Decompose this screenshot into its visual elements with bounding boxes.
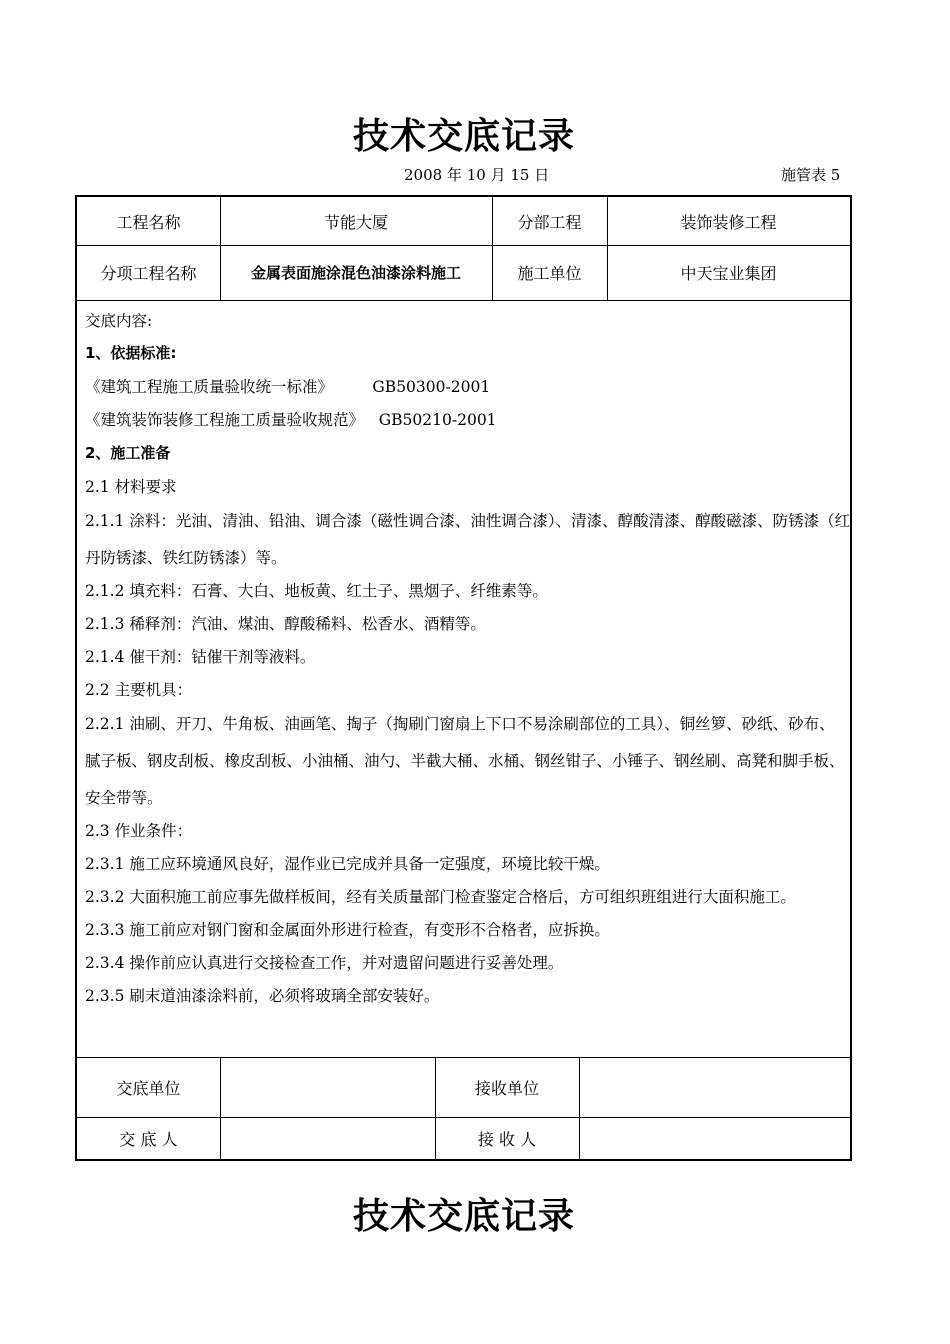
from-unit-field[interactable]: [220, 1057, 435, 1117]
row-divider: [77, 300, 850, 301]
from-person-field[interactable]: [220, 1117, 435, 1159]
project-name-value: 节能大厦: [323, 212, 388, 232]
content-line: 2.3 作业条件：: [85, 822, 193, 840]
standard-item: 《建筑装饰装修工程施工质量验收规范》 GB50210-2001: [85, 411, 497, 429]
content-line: 2.2 主要机具：: [85, 681, 193, 699]
section-heading: 2、施工准备: [85, 444, 171, 462]
content-line: 安全带等。: [85, 789, 163, 807]
content-line: 腻子板、钢皮刮板、橡皮刮板、小油桶、油勺、半截大桶、水桶、钢丝钳子、小锤子、钢丝刷、高凳和脚手板、: [85, 752, 845, 770]
content-line: 2.3.4 操作前应认真进行交接检查工作，并对遗留问题进行妥善处理。: [85, 954, 564, 972]
content-line: 2.3.2 大面积施工前应事先做样板间，经有关质量部门检查鉴定合格后，方可组织班组进行大面积施工。: [85, 888, 796, 906]
standard-item: 《建筑工程施工质量验收统一标准》 GB50300-2001: [85, 378, 491, 396]
subproject-label: 分项工程名称: [100, 264, 197, 283]
content-line: 2.1.1 涂料：光油、清油、铅油、调合漆（磁性调合漆、油性调合漆）、清漆、醇酸清漆、醇酸磁漆、防锈漆（红: [85, 512, 851, 530]
content-line: 2.3.1 施工应环境通风良好，湿作业已完成并具备一定强度，环境比较干燥。: [85, 855, 610, 873]
construction-unit-label: 施工单位: [517, 264, 582, 283]
from-person-label: 交 底 人: [119, 1129, 178, 1149]
content-line: 2.2.1 油刷、开刀、牛角板、油画笔、掏子（掏刷门窗扇上下口不易涂刷部位的工具）、铜丝箩、砂纸、砂布、: [85, 715, 835, 733]
document-title: 技术交底记录: [352, 116, 575, 157]
division-value: 装饰装修工程: [680, 212, 777, 232]
to-unit-label: 接收单位: [474, 1078, 539, 1098]
to-person-field[interactable]: [579, 1117, 850, 1159]
to-unit-field[interactable]: [579, 1057, 850, 1117]
next-page-title: 技术交底记录: [352, 1196, 575, 1237]
content-line: 2.3.5 刷末道油漆涂料前，必须将玻璃全部安装好。: [85, 987, 440, 1005]
content-line: 2.1.3 稀释剂：汽油、煤油、醇酸稀料、松香水、酒精等。: [85, 615, 486, 633]
record-table: [75, 195, 852, 1161]
to-person-label: 接 收 人: [477, 1129, 537, 1149]
construction-unit-value: 中天宝业集团: [680, 264, 777, 283]
content-line: 2.1.2 填充料：石膏、大白、地板黄、红土子、黑烟子、纤维素等。: [85, 582, 548, 600]
division-label: 分部工程: [517, 212, 582, 232]
content-label: 交底内容:: [85, 312, 153, 330]
record-date: 2008 年 10 月 15 日: [404, 166, 550, 184]
content-line: 2.1.4 催干剂：钴催干剂等液料。: [85, 648, 316, 666]
form-number: 施管表 5: [781, 166, 841, 184]
subproject-value: 金属表面施涂混色油漆涂料施工: [250, 264, 461, 282]
content-line: 2.1 材料要求: [85, 478, 177, 496]
project-name-label: 工程名称: [116, 212, 181, 232]
from-unit-label: 交底单位: [116, 1078, 181, 1098]
content-line: 2.3.3 施工前应对钢门窗和金属面外形进行检查，有变形不合格者，应拆换。: [85, 921, 610, 939]
section-heading: 1、依据标准:: [85, 344, 177, 362]
content-line: 丹防锈漆、铁红防锈漆）等。: [85, 549, 287, 567]
